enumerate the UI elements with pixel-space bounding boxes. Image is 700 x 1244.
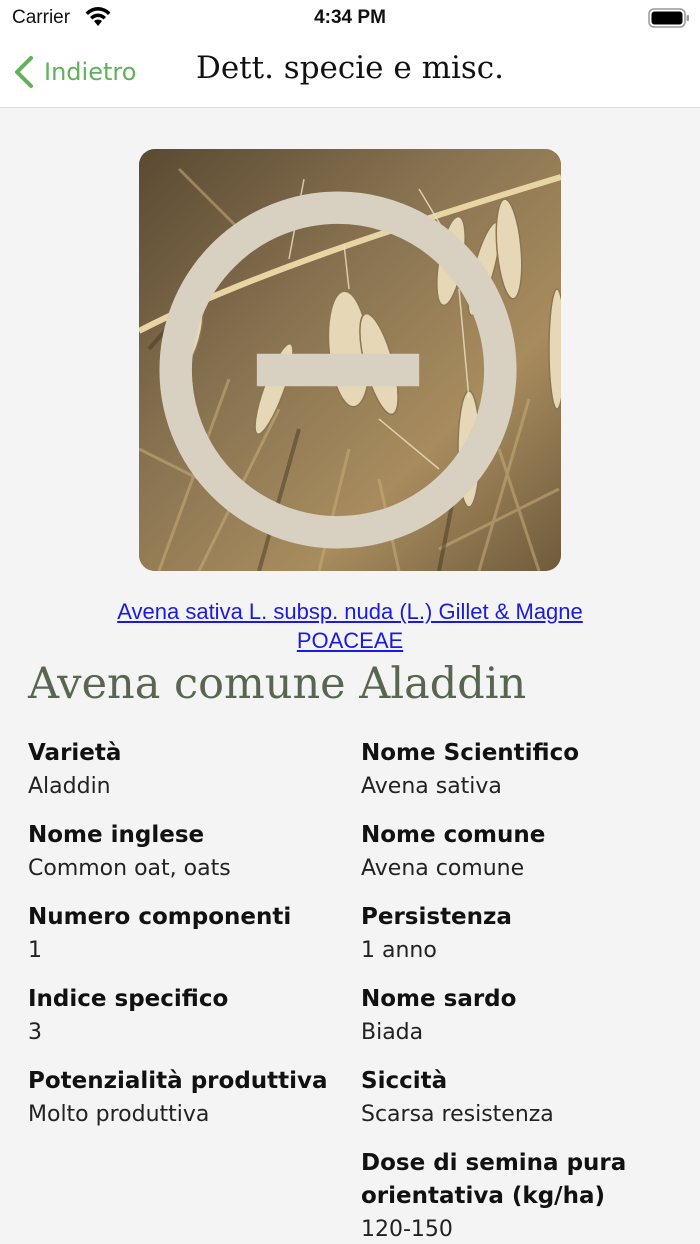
- field-persistenza: [361, 901, 681, 967]
- field-value: Aladdin: [28, 774, 111, 799]
- scientific-name-link[interactable]: Avena sativa L. subsp. nuda (L.) Gillet & Magne: [117, 599, 583, 624]
- taxonomy-links: [0, 597, 700, 655]
- field-value: Avena comune: [361, 856, 525, 881]
- battery-icon: [648, 8, 690, 28]
- field-value: Common oat, oats: [28, 856, 231, 881]
- field-nome-sardo: [361, 983, 681, 1049]
- page-title: Dett. specie e misc.: [195, 50, 505, 86]
- field-indice-specifico: [28, 983, 348, 1049]
- status-bar: [0, 0, 700, 36]
- family-link[interactable]: POACEAE: [296, 628, 404, 653]
- field-label: Nome comune: [361, 822, 546, 848]
- species-title: Avena comune Aladdin: [28, 659, 527, 709]
- field-label: Persistenza: [361, 904, 512, 930]
- field-value: Scarsa resistenza: [361, 1102, 554, 1127]
- field-label: Nome Scientifico: [361, 740, 580, 766]
- navigation-bar: [0, 36, 700, 108]
- field-label: Nome sardo: [361, 986, 517, 1012]
- field-siccita: [361, 1065, 681, 1131]
- carrier-label: Carrier: [12, 7, 71, 28]
- zoom-icon[interactable]: [139, 159, 549, 571]
- field-value: 1: [28, 938, 42, 963]
- field-value: Molto produttiva: [28, 1102, 210, 1127]
- field-nome-comune: [361, 819, 681, 885]
- clock: 4:34 PM: [314, 7, 386, 28]
- field-label: Indice specifico: [28, 986, 229, 1012]
- field-label: Potenzialità produttiva: [28, 1068, 328, 1094]
- field-value: Avena sativa: [361, 774, 502, 799]
- detail-content[interactable]: [0, 109, 700, 1244]
- field-label: Numero componenti: [28, 904, 292, 930]
- field-potenzialita: [28, 1065, 348, 1131]
- field-varieta: [28, 737, 348, 803]
- field-numero-componenti: [28, 901, 348, 967]
- field-label: Dose di semina pura orientativa (kg/ha): [361, 1150, 627, 1209]
- back-label: Indietro: [44, 58, 137, 86]
- field-label: Varietà: [28, 740, 122, 766]
- field-value: 3: [28, 1020, 42, 1045]
- field-value: Biada: [361, 1020, 424, 1045]
- field-nome-inglese: [28, 819, 348, 885]
- field-value: 1 anno: [361, 938, 437, 963]
- species-photo[interactable]: [139, 149, 561, 571]
- field-nome-scientifico: [361, 737, 681, 803]
- field-label: Siccità: [361, 1068, 448, 1094]
- field-dose-semina: [361, 1147, 641, 1244]
- field-label: Nome inglese: [28, 822, 205, 848]
- field-value: 120-150: [361, 1217, 453, 1242]
